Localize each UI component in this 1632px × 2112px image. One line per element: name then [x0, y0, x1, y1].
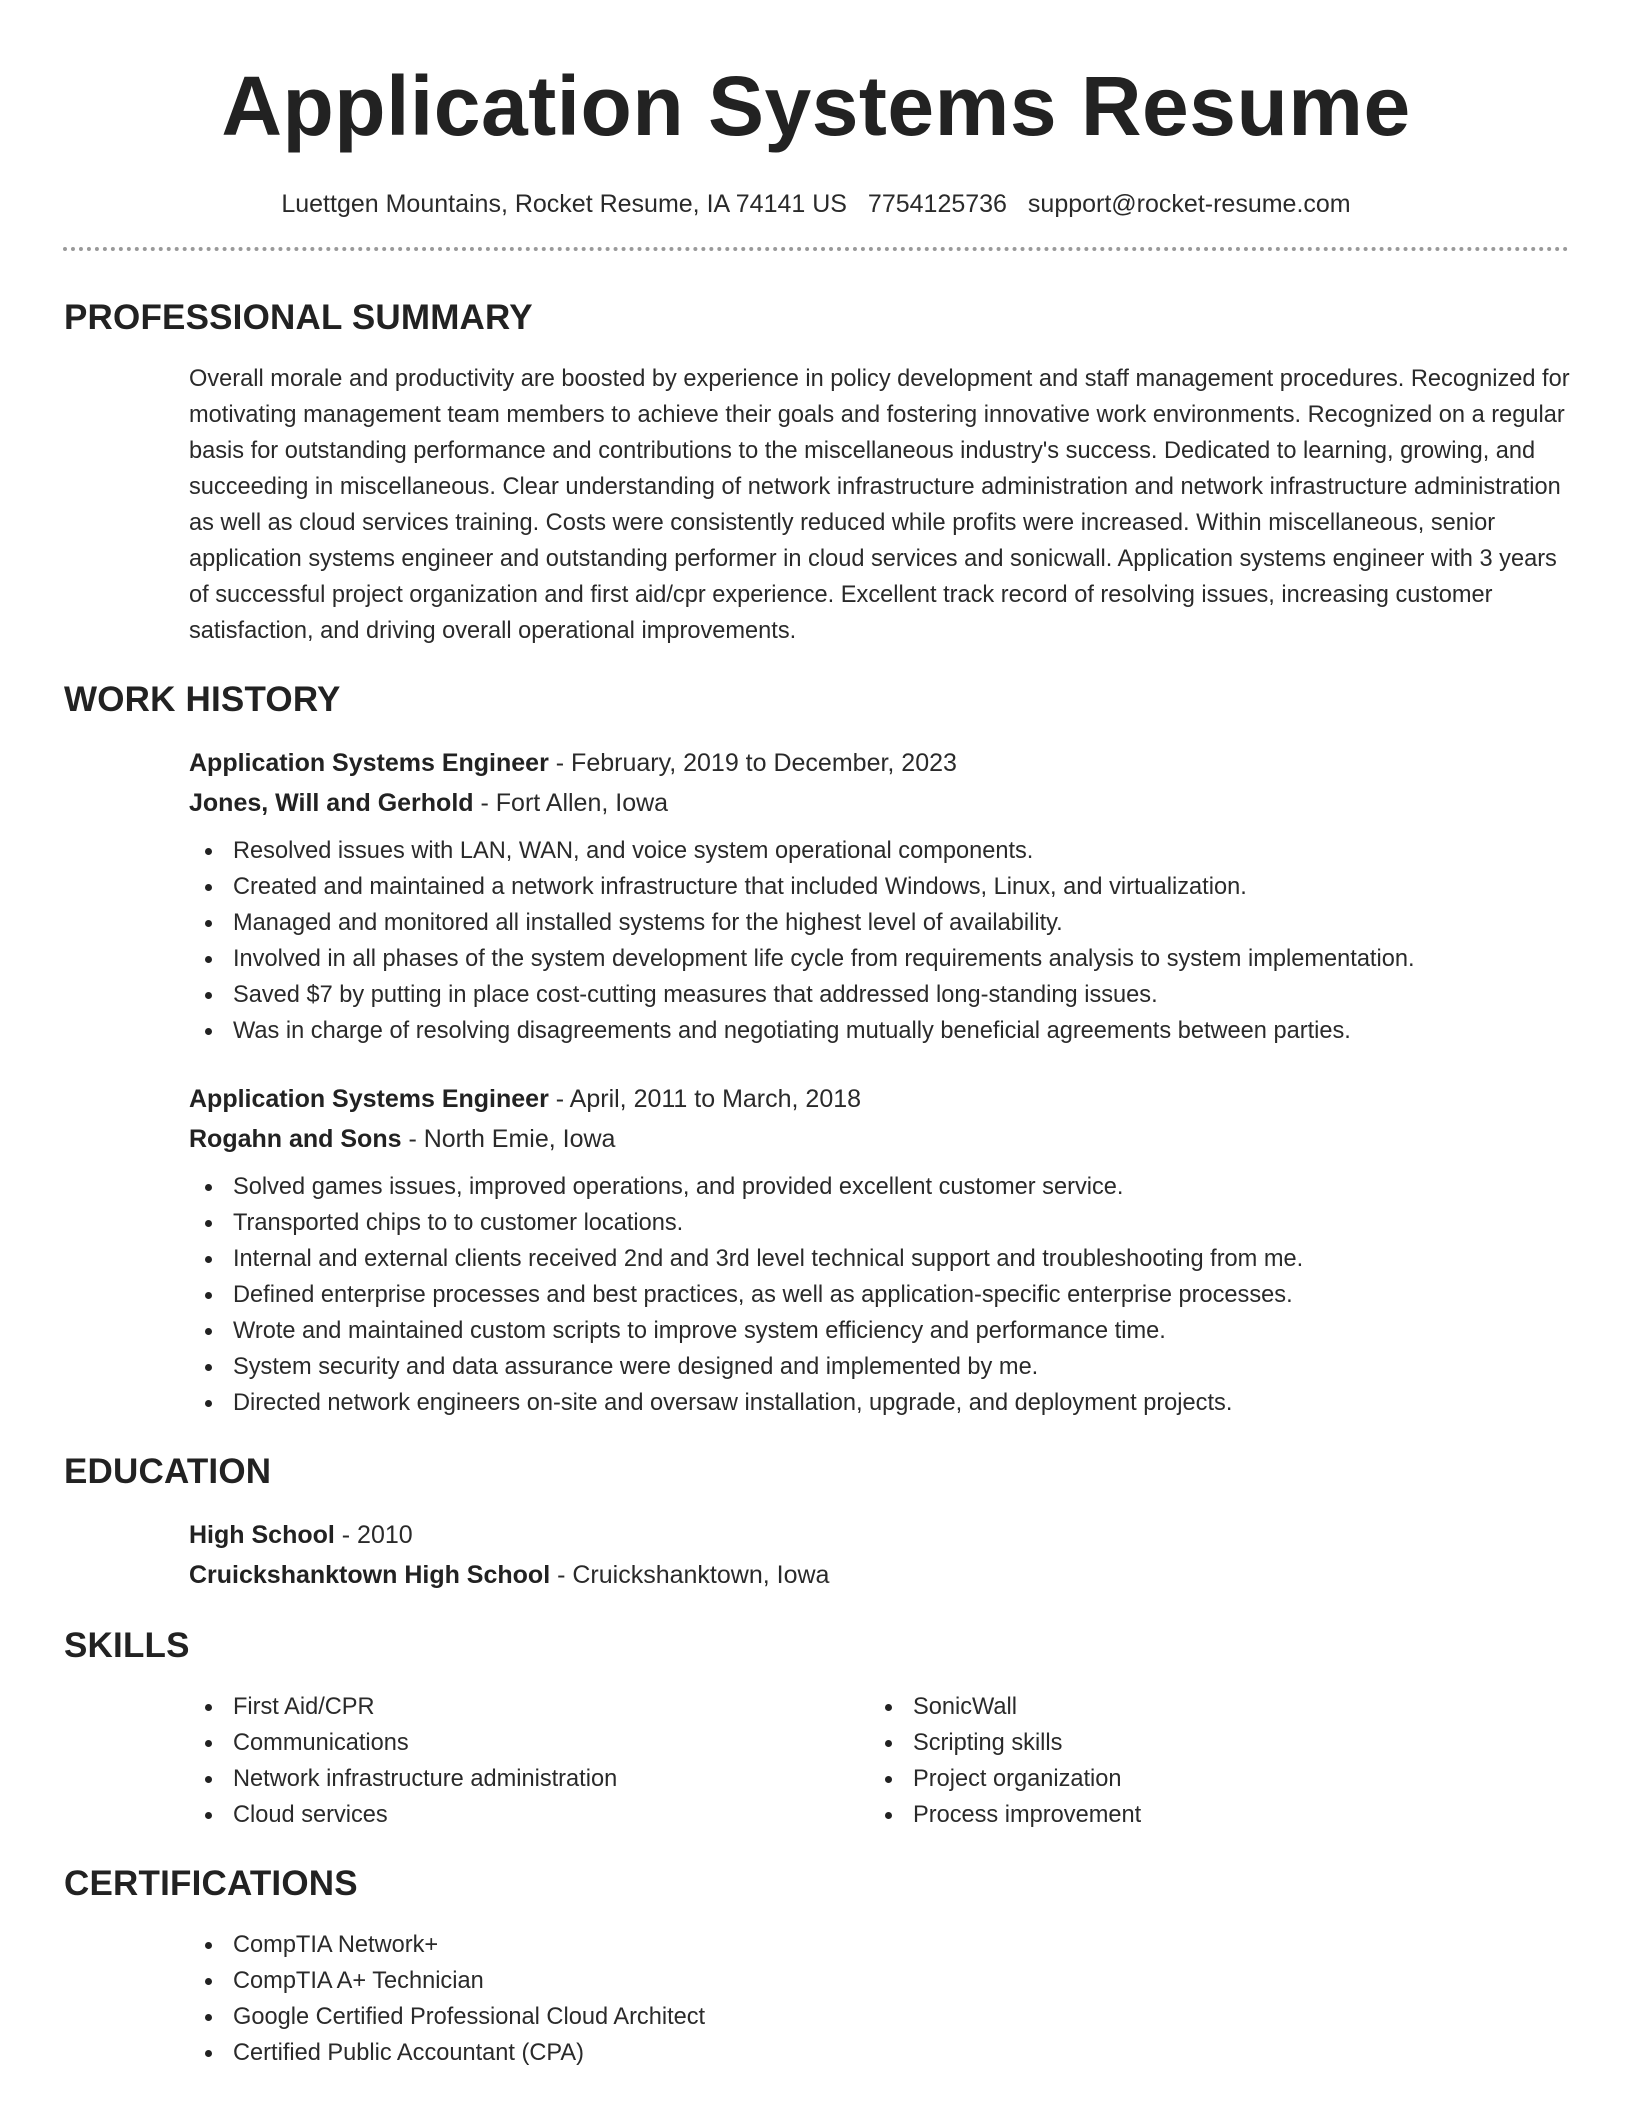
job-role: Application Systems Engineer: [189, 749, 549, 777]
job-bullet: Was in charge of resolving disagreements and negotiating mutually beneficial agreements between parties.: [189, 1013, 1570, 1049]
resume-header: [0, 0, 1632, 251]
header-divider: [63, 247, 1569, 251]
job-role: Application Systems Engineer: [189, 1085, 549, 1113]
section-title-work: WORK HISTORY: [64, 680, 341, 719]
job-company-line: [189, 1119, 1570, 1159]
job-entry: [189, 743, 1570, 1049]
skills-body: [189, 1689, 1570, 1833]
job-bullets: [189, 833, 1570, 1049]
certifications-body: [189, 1927, 1570, 2071]
work-section: [64, 679, 1570, 1421]
skill-item: First Aid/CPR: [189, 1689, 869, 1725]
job-location: - North Emie, Iowa: [401, 1125, 616, 1153]
work-body: [189, 743, 1570, 1421]
education-year: - 2010: [334, 1521, 413, 1549]
job-company: Rogahn and Sons: [189, 1125, 402, 1153]
job-bullet: Directed network engineers on-site and oversaw installation, upgrade, and deployment projects.: [189, 1385, 1570, 1421]
section-title-education: EDUCATION: [64, 1452, 272, 1491]
skill-item: Process improvement: [869, 1797, 1549, 1833]
certifications-section: [64, 1863, 1570, 2071]
contact-phone: 7754125736: [867, 190, 1007, 218]
job-bullet: Created and maintained a network infrastructure that included Windows, Linux, and virtualization.: [189, 869, 1570, 905]
skill-item: Network infrastructure administration: [189, 1761, 869, 1797]
job-bullet: Saved $7 by putting in place cost-cutting measures that addressed long-standing issues.: [189, 977, 1570, 1013]
job-dates: - February, 2019 to December, 2023: [548, 749, 957, 777]
contact-address: Luettgen Mountains, Rocket Resume, IA 74141 US: [281, 190, 847, 218]
section-title-certifications: CERTIFICATIONS: [64, 1864, 358, 1903]
skills-list-left: [189, 1689, 869, 1833]
job-bullet: Resolved issues with LAN, WAN, and voice system operational components.: [189, 833, 1570, 869]
certification-item: CompTIA Network+: [189, 1927, 1570, 1963]
section-title-summary: PROFESSIONAL SUMMARY: [64, 298, 533, 337]
job-dates: - April, 2011 to March, 2018: [548, 1085, 862, 1113]
skill-item: Cloud services: [189, 1797, 869, 1833]
skill-item: Scripting skills: [869, 1725, 1549, 1761]
skill-item: SonicWall: [869, 1689, 1549, 1725]
education-section: [64, 1451, 1570, 1595]
skills-section: [64, 1625, 1570, 1833]
job-bullet: Solved games issues, improved operations, and provided excellent customer service.: [189, 1169, 1570, 1205]
education-body: [189, 1515, 1570, 1595]
contact-line: [0, 188, 1632, 220]
education-school: Cruickshanktown High School: [189, 1561, 551, 1589]
job-bullet: Wrote and maintained custom scripts to improve system efficiency and performance time.: [189, 1313, 1570, 1349]
job-bullet: Transported chips to to customer locations.: [189, 1205, 1570, 1241]
job-company-line: [189, 783, 1570, 823]
job-bullet: Defined enterprise processes and best practices, as well as application-specific enterprise processes.: [189, 1277, 1570, 1313]
certifications-list: [189, 1927, 1570, 2071]
contact-email: support@rocket-resume.com: [1027, 190, 1351, 218]
job-bullet: Involved in all phases of the system development life cycle from requirements analysis to system implementation.: [189, 941, 1570, 977]
job-bullet: Internal and external clients received 2nd and 3rd level technical support and troubleshooting from me.: [189, 1241, 1570, 1277]
section-title-skills: SKILLS: [64, 1626, 190, 1665]
education-degree-line: [189, 1515, 1570, 1555]
summary-section: [64, 297, 1570, 649]
certification-item: Certified Public Accountant (CPA): [189, 2035, 1570, 2071]
education-school-line: [189, 1555, 1570, 1595]
job-role-line: [189, 743, 1570, 783]
education-location: - Cruickshanktown, Iowa: [550, 1561, 830, 1589]
skill-item: Project organization: [869, 1761, 1549, 1797]
job-bullet: System security and data assurance were designed and implemented by me.: [189, 1349, 1570, 1385]
job-entry: [189, 1079, 1570, 1421]
job-company: Jones, Will and Gerhold: [189, 789, 474, 817]
summary-text: Overall morale and productivity are boosted by experience in policy development and staff management procedures. Recognized for motivating management team members to achieve their goals and fostering innovative work environments. Recognized on a regular basis for outstanding performance and contributions to the miscellaneous industry's success. Dedicated to learning, growing, and succeeding in miscellaneous. Clear understanding of network infrastructure administration and network infrastructure administration as well as cloud services training. Costs were consistently reduced while profits were increased. Within miscellaneous, senior application systems engineer and outstanding performer in cloud services and sonicwall. Application systems engineer with 3 years of successful project organization and first aid/cpr experience. Excellent track record of resolving issues, increasing customer satisfaction, and driving overall operational improvements.: [189, 366, 1570, 644]
skills-list-right: [869, 1689, 1549, 1833]
summary-body: [189, 361, 1570, 649]
certification-item: Google Certified Professional Cloud Architect: [189, 1999, 1570, 2035]
resume-title: Application Systems Resume: [221, 59, 1411, 153]
job-role-line: [189, 1079, 1570, 1119]
certification-item: CompTIA A+ Technician: [189, 1963, 1570, 1999]
job-bullets: [189, 1169, 1570, 1421]
skill-item: Communications: [189, 1725, 869, 1761]
education-degree: High School: [189, 1521, 335, 1549]
job-location: - Fort Allen, Iowa: [473, 789, 669, 817]
job-bullet: Managed and monitored all installed systems for the highest level of availability.: [189, 905, 1570, 941]
